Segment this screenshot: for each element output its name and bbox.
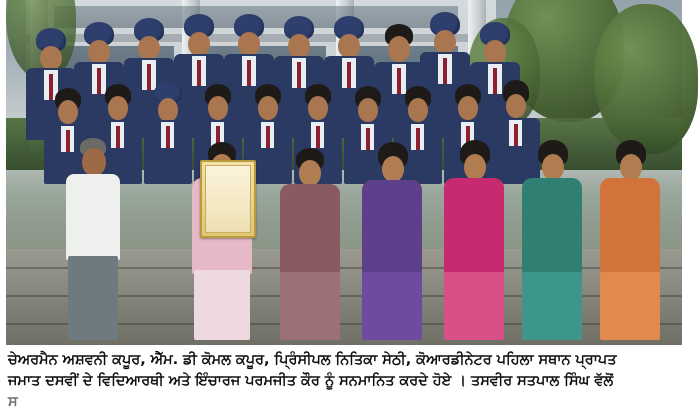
adult-front-row-coordinator xyxy=(354,142,430,340)
adult-front-row-principal xyxy=(272,148,348,340)
adult-front-row-chairman xyxy=(58,138,128,340)
group-photograph xyxy=(6,0,682,345)
caption-line-2: ਜਮਾਤ ਦਸਵੀਂ ਦੇ ਵਿਦਿਆਰਥੀ ਅਤੇ ਇੰਚਾਰਜ ਪਰਮਜੀਤ ਕੌਰ ਨੂੰ ਸਨਮਾਨਿਤ ਕਰਦੇ ਹੋਏ । ਤਸਵੀਰ ਸਤਪਾਲ ਸਿੰਘ ਵੱਲੋਂ xyxy=(8,372,614,389)
caption-line-3: ਸ xyxy=(8,393,18,410)
caption-line-1: ਚੇਅਰਮੈਨ ਅਸ਼ਵਨੀ ਕਪੂਰ, ਐੱਮ. ਡੀ ਕੋਮਲ ਕਪੂਰ, ਪ੍ਰਿੰਸੀਪਲ ਨਿਤਿਕਾ ਸੇਠੀ, ਕੋਆਰਡੀਨੇਟਰ ਪਹਿਲਾ ਸਥਾਨ ਪ੍ਰਾਪਤ xyxy=(8,351,617,368)
adult-front-row-guest xyxy=(436,140,512,340)
adult-front-row-teacher xyxy=(514,140,590,340)
photo-caption xyxy=(0,345,688,410)
adult-front-row-incharge xyxy=(592,140,668,340)
award-certificate xyxy=(200,160,256,238)
adult-front-row-award-holder xyxy=(184,142,260,340)
